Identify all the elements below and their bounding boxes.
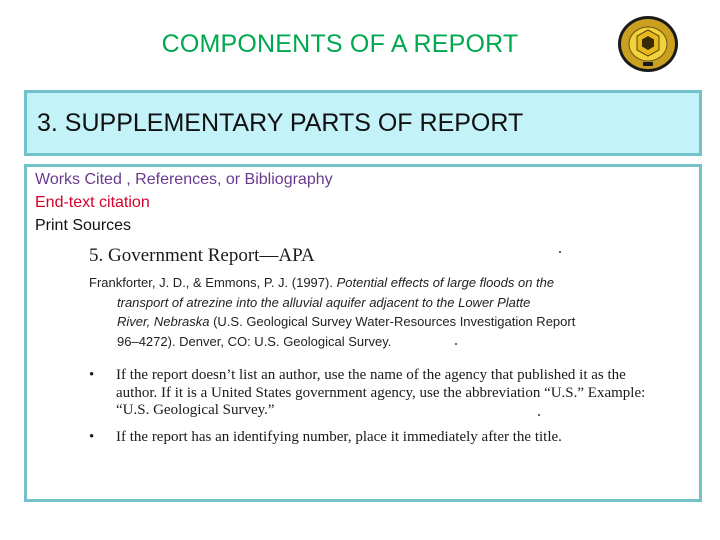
reference-line-4 bbox=[89, 332, 649, 352]
reference-entry bbox=[89, 273, 649, 351]
reference-line-3 bbox=[89, 312, 649, 332]
circular-seal-logo-icon bbox=[616, 14, 680, 74]
scan-speck bbox=[455, 343, 457, 345]
print-sources-label: Print Sources bbox=[35, 217, 132, 234]
reference-authors-year: Frankforter, J. D., & Emmons, P. J. (1997). bbox=[89, 275, 337, 290]
section-heading: 3. SUPPLEMENTARY PARTS OF REPORT bbox=[37, 109, 524, 137]
bullet-item bbox=[89, 367, 649, 420]
section-heading-box bbox=[24, 90, 702, 156]
bullet-dot-icon: • bbox=[89, 367, 95, 383]
slide-title: COMPONENTS OF A REPORT bbox=[161, 30, 519, 58]
reference-title-part3: River, Nebraska bbox=[117, 314, 210, 329]
content-box bbox=[24, 164, 702, 502]
scan-speck bbox=[559, 251, 561, 253]
bullet-text: If the report doesn’t list an author, use the name of the agency that published it as the author. If it is a United States government agency, use the abbreviation “U.S.” Example: “U.S. Geological Survey.” bbox=[116, 367, 646, 418]
bullet-text: If the report has an identifying number, place it immediately after the title. bbox=[116, 429, 562, 445]
reference-line-2 bbox=[89, 293, 649, 313]
end-text-citation-label: End-text citation bbox=[35, 194, 150, 211]
scan-speck bbox=[538, 414, 540, 416]
reference-series: (U.S. Geological Survey Water-Resources Investigation Report bbox=[209, 314, 576, 329]
reference-line-1 bbox=[89, 273, 649, 293]
works-cited-label: Works Cited , References, or Bibliography bbox=[35, 171, 333, 188]
reference-title-part1: Potential effects of large floods on the bbox=[336, 275, 555, 290]
bullet-dot-icon: • bbox=[89, 429, 95, 445]
scanned-section-title: 5. Government Report—APA bbox=[89, 245, 315, 266]
reference-publication: 96–4272). Denver, CO: U.S. Geological Survey. bbox=[117, 333, 392, 349]
reference-title-part2: transport of atrezine into the alluvial aquifer adjacent to the Lower Platte bbox=[117, 294, 531, 310]
bullet-item bbox=[89, 429, 649, 447]
